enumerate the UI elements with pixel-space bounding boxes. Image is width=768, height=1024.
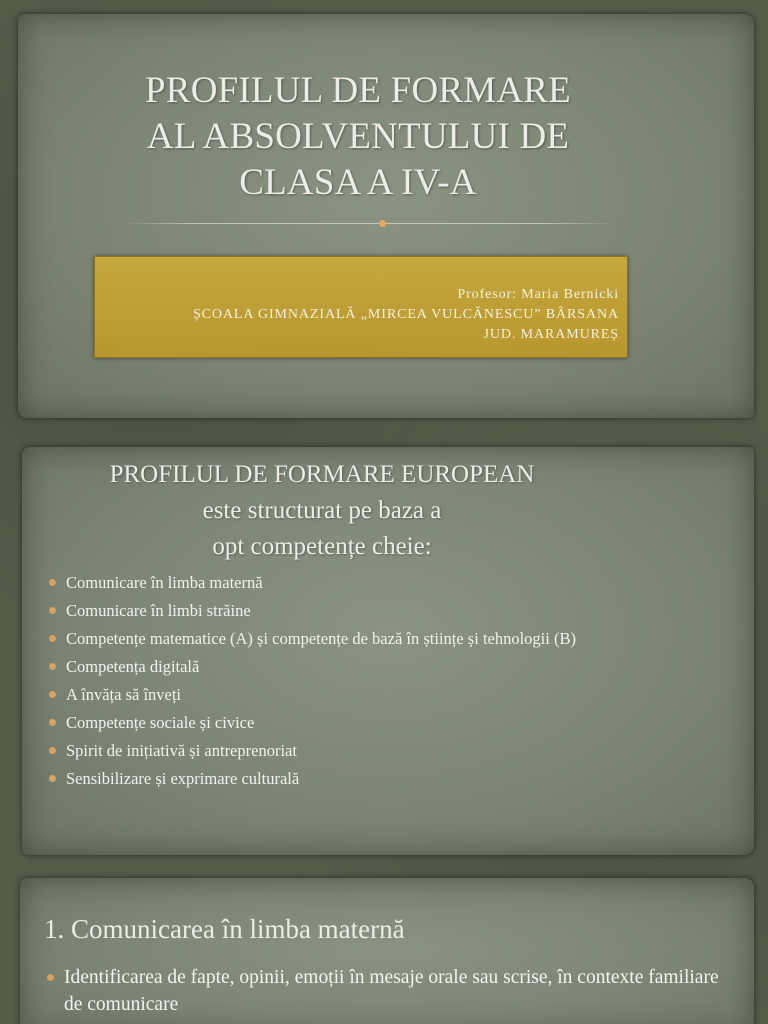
author-name: Profesor: Maria Bernicki <box>457 287 619 302</box>
european-title-line-1: PROFILUL DE FORMARE EUROPEAN <box>109 461 535 488</box>
main-title <box>58 68 658 206</box>
slide-title <box>18 14 754 418</box>
list-item: Competențe sociale și civice <box>44 711 734 735</box>
list-item: Spirit de inițiativă și antreprenoriat <box>44 739 734 763</box>
school-name: ȘCOALA GIMNAZIALĂ „MIRCEA VULCĂNESCU” BÂRSANA <box>192 307 619 322</box>
main-title-line-1: PROFILUL DE FORMARE <box>145 70 571 111</box>
bullet-icon <box>49 579 56 586</box>
list-item: Identificarea de fapte, opinii, emoții în mesaje orale sau scrise, în contexte familiare de comunicare <box>42 964 732 1018</box>
slide-european-profile <box>22 447 754 855</box>
european-title-line-3: opt competențe cheie: <box>212 533 432 560</box>
list-item: Competențe matematice (A) și competențe de bază în științe și tehnologii (B) <box>44 627 734 651</box>
bullet-icon <box>49 663 56 670</box>
list-item: Comunicare în limba maternă <box>44 571 734 595</box>
list-item: Comunicare în limbi străine <box>44 599 734 623</box>
bullet-icon <box>49 747 56 754</box>
competence-list <box>44 571 734 795</box>
slide-mother-tongue <box>20 878 754 1024</box>
bullet-icon <box>49 607 56 614</box>
european-title-line-2: este structurat pe baza a <box>202 497 442 524</box>
list-item: Sensibilizare și exprimare culturală <box>44 767 734 791</box>
main-title-line-2: AL ABSOLVENTULUI DE <box>146 116 570 157</box>
county-name: JUD. MARAMUREȘ <box>483 327 619 342</box>
bullet-icon <box>47 974 54 981</box>
divider-dot-icon <box>379 220 386 227</box>
title-divider <box>122 223 616 224</box>
bullet-icon <box>49 635 56 642</box>
list-item: Competența digitală <box>44 655 734 679</box>
bullet-icon <box>49 691 56 698</box>
bullet-icon <box>49 719 56 726</box>
bullet-icon <box>49 775 56 782</box>
author-box <box>94 256 628 358</box>
main-title-line-3: CLASA A IV-A <box>239 162 477 203</box>
author-info <box>193 285 619 345</box>
section-title: 1. Comunicarea în limba maternă <box>44 914 405 944</box>
european-profile-title <box>62 457 582 565</box>
list-item: A învăța să înveți <box>44 683 734 707</box>
skills-list <box>42 964 732 1018</box>
